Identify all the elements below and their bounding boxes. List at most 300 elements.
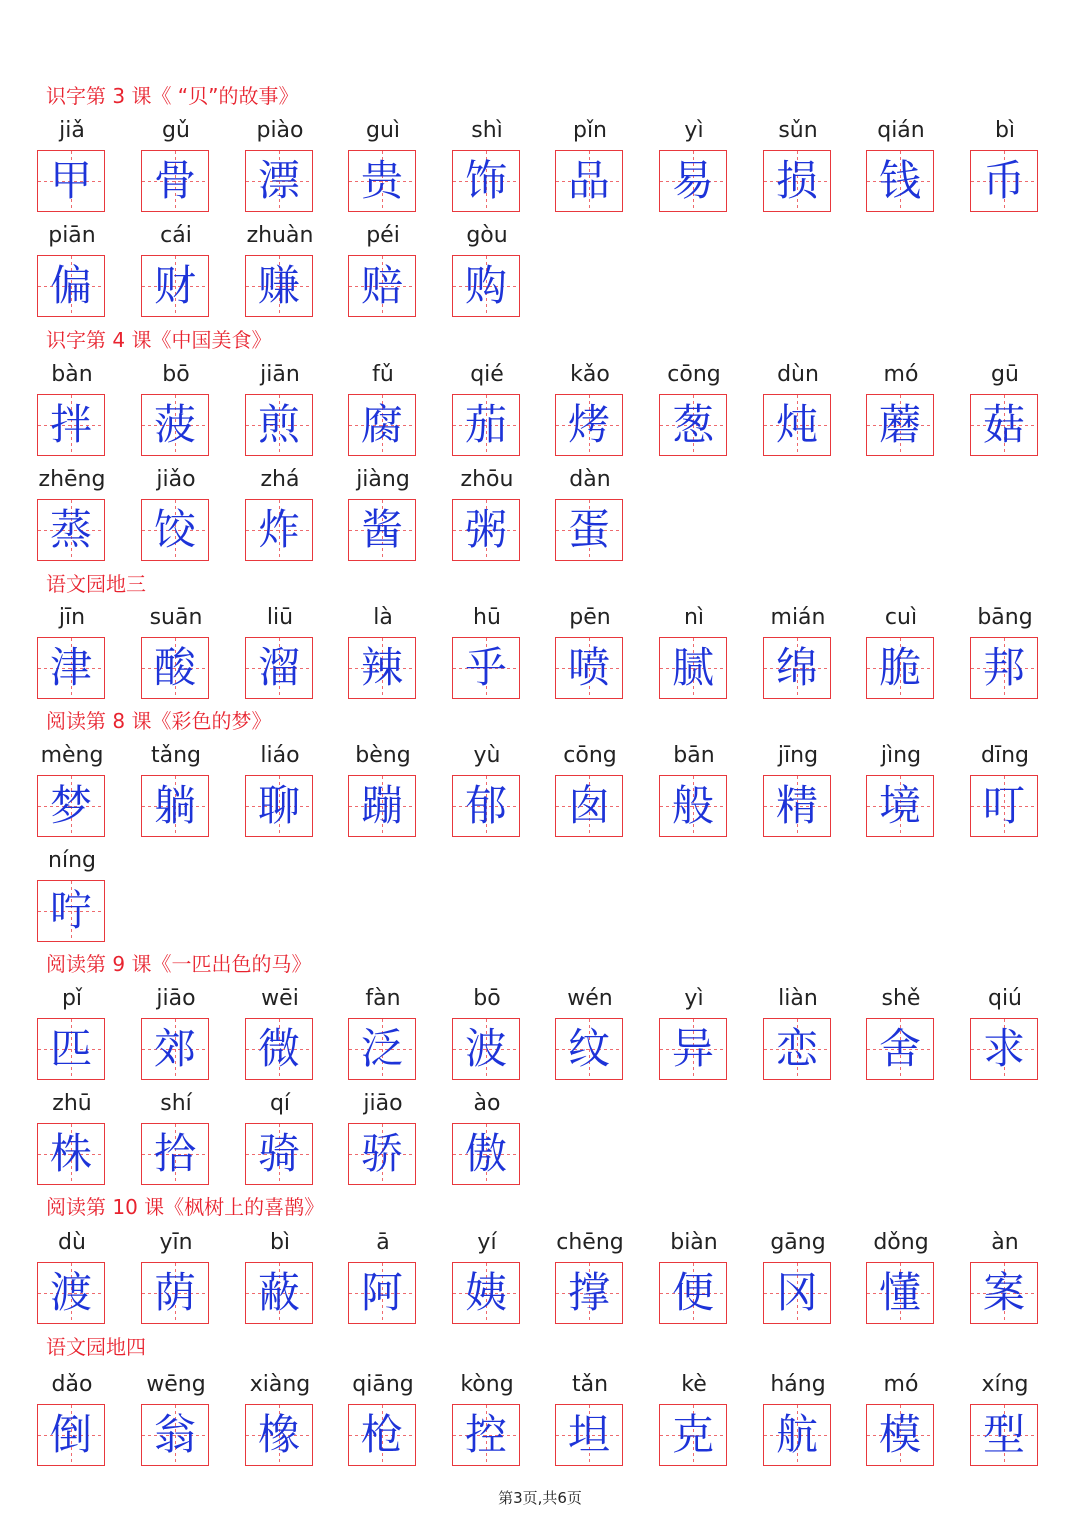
tianzige-box [348, 1262, 416, 1324]
tianzige-box [245, 499, 313, 561]
pinyin-label: shì [471, 118, 503, 143]
section-title: 识字第 3 课《 “贝”的故事》 [46, 84, 299, 108]
tianzige-box [763, 1262, 831, 1324]
pinyin-label: dǎo [51, 1372, 93, 1397]
hanzi-character: 型 [982, 1410, 1025, 1459]
character-cell [763, 1228, 833, 1324]
hanzi-character: 喷 [567, 643, 610, 692]
hanzi-character: 赔 [360, 261, 403, 310]
pinyin-label: mián [770, 605, 826, 630]
character-cell [452, 984, 522, 1080]
pinyin-label: qiāng [352, 1372, 414, 1397]
hanzi-character: 品 [567, 156, 610, 205]
character-cell [452, 465, 522, 561]
pinyin-label: kòng [460, 1372, 514, 1397]
hanzi-character: 荫 [153, 1268, 196, 1317]
pinyin-label: dù [58, 1230, 86, 1255]
character-cell [970, 741, 1040, 837]
hanzi-character: 偏 [49, 261, 92, 310]
hanzi-character: 阿 [360, 1268, 403, 1317]
character-cell [37, 603, 107, 699]
character-cell [452, 1228, 522, 1324]
hanzi-character: 翁 [153, 1410, 196, 1459]
pinyin-label: yù [473, 743, 501, 768]
pinyin-label: yí [477, 1230, 497, 1255]
hanzi-character: 脆 [878, 643, 921, 692]
pinyin-label: bèng [355, 743, 411, 768]
character-cell [452, 221, 522, 317]
character-cell [970, 116, 1040, 212]
pinyin-label: qié [470, 362, 504, 387]
hanzi-character: 酸 [153, 643, 196, 692]
pinyin-label: bì [994, 118, 1016, 143]
tianzige-box [37, 499, 105, 561]
hanzi-character: 易 [671, 156, 714, 205]
pinyin-label: tǎn [571, 1372, 609, 1397]
hanzi-character: 蒸 [49, 505, 92, 554]
tianzige-box [348, 637, 416, 699]
pinyin-label: pǐn [572, 118, 608, 143]
pinyin-label: zhuàn [246, 223, 314, 248]
pinyin-label: qián [877, 118, 925, 143]
hanzi-character: 傲 [464, 1129, 507, 1178]
tianzige-box [659, 1404, 727, 1466]
tianzige-box [763, 1404, 831, 1466]
character-cell [245, 221, 315, 317]
pinyin-label: jiān [260, 362, 300, 387]
section-title: 语文园地四 [46, 1335, 146, 1359]
tianzige-box [970, 775, 1038, 837]
hanzi-character: 坦 [567, 1410, 610, 1459]
character-cell [970, 360, 1040, 456]
character-cell [452, 360, 522, 456]
character-cell [659, 984, 729, 1080]
tianzige-box [555, 637, 623, 699]
tianzige-box [452, 1123, 520, 1185]
hanzi-character: 乎 [464, 643, 507, 692]
pinyin-label: cōng [667, 362, 721, 387]
pinyin-label: yì [684, 118, 704, 143]
pinyin-label: wēi [261, 986, 299, 1011]
character-cell [763, 984, 833, 1080]
hanzi-character: 模 [878, 1410, 921, 1459]
character-cell [141, 360, 211, 456]
hanzi-character: 懂 [878, 1268, 921, 1317]
pinyin-label: cōng [563, 743, 617, 768]
hanzi-character: 菇 [982, 400, 1025, 449]
tianzige-box [452, 637, 520, 699]
character-cell [659, 741, 729, 837]
character-cell [245, 603, 315, 699]
tianzige-box [452, 150, 520, 212]
character-cell [659, 603, 729, 699]
pinyin-label: ā [376, 1230, 390, 1255]
pinyin-label: yīn [159, 1230, 193, 1255]
tianzige-box [37, 775, 105, 837]
pinyin-label: chēng [556, 1230, 624, 1255]
hanzi-character: 便 [671, 1268, 714, 1317]
hanzi-character: 控 [464, 1410, 507, 1459]
hanzi-character: 拌 [49, 400, 92, 449]
pinyin-label: zhū [52, 1091, 92, 1116]
hanzi-character: 枪 [360, 1410, 403, 1459]
character-cell [555, 465, 625, 561]
tianzige-box [348, 255, 416, 317]
tianzige-box [763, 1018, 831, 1080]
tianzige-box [245, 1018, 313, 1080]
tianzige-box [866, 150, 934, 212]
tianzige-box [245, 1262, 313, 1324]
character-cell [452, 741, 522, 837]
hanzi-character: 泛 [360, 1024, 403, 1073]
tianzige-box [348, 1404, 416, 1466]
tianzige-box [659, 775, 727, 837]
tianzige-box [555, 499, 623, 561]
pinyin-label: suān [149, 605, 203, 630]
pinyin-label: cuì [884, 605, 918, 630]
section-title: 语文园地三 [46, 572, 146, 596]
pinyin-label: tǎng [150, 743, 201, 768]
tianzige-box [970, 1404, 1038, 1466]
hanzi-character: 聊 [257, 781, 300, 830]
tianzige-box [970, 637, 1038, 699]
tianzige-box [37, 394, 105, 456]
character-cell [970, 1228, 1040, 1324]
character-cell [763, 360, 833, 456]
tianzige-box [555, 394, 623, 456]
tianzige-box [37, 1123, 105, 1185]
tianzige-box [37, 637, 105, 699]
tianzige-box [452, 1404, 520, 1466]
character-cell [37, 984, 107, 1080]
tianzige-box [659, 637, 727, 699]
tianzige-box [348, 150, 416, 212]
character-cell [141, 221, 211, 317]
character-cell [555, 360, 625, 456]
hanzi-character: 般 [671, 781, 714, 830]
character-cell [245, 1089, 315, 1185]
pinyin-label: wēng [146, 1372, 206, 1397]
tianzige-box [141, 150, 209, 212]
character-cell [245, 116, 315, 212]
pinyin-label: bāng [977, 605, 1033, 630]
tianzige-box [452, 1018, 520, 1080]
tianzige-box [141, 394, 209, 456]
tianzige-box [37, 1018, 105, 1080]
hanzi-character: 蔽 [257, 1268, 300, 1317]
hanzi-character: 姨 [464, 1268, 507, 1317]
hanzi-character: 邦 [982, 643, 1025, 692]
hanzi-character: 钱 [878, 156, 921, 205]
hanzi-character: 币 [982, 156, 1025, 205]
pinyin-label: liū [266, 605, 294, 630]
hanzi-character: 境 [878, 781, 921, 830]
hanzi-character: 倒 [49, 1410, 92, 1459]
pinyin-label: liàn [778, 986, 818, 1011]
hanzi-character: 求 [982, 1024, 1025, 1073]
pinyin-label: sǔn [778, 118, 818, 143]
hanzi-character: 蘑 [878, 400, 921, 449]
pinyin-label: pǐ [61, 986, 83, 1011]
pinyin-label: jiāo [156, 986, 196, 1011]
hanzi-character: 蹦 [360, 781, 403, 830]
character-cell [970, 1370, 1040, 1466]
character-cell [141, 603, 211, 699]
character-cell [555, 116, 625, 212]
pinyin-label: mó [883, 1372, 919, 1397]
character-cell [37, 1370, 107, 1466]
page-footer: 第3页,共6页 [498, 1489, 582, 1507]
character-cell [555, 603, 625, 699]
pinyin-label: dùn [777, 362, 819, 387]
pinyin-label: là [373, 605, 393, 630]
pinyin-label: jīng [777, 743, 819, 768]
character-cell [452, 603, 522, 699]
hanzi-character: 异 [671, 1024, 714, 1073]
tianzige-box [141, 255, 209, 317]
pinyin-label: ào [473, 1091, 501, 1116]
hanzi-character: 腻 [671, 643, 714, 692]
pinyin-label: biàn [670, 1230, 718, 1255]
hanzi-character: 精 [775, 781, 818, 830]
pinyin-label: níng [48, 848, 96, 873]
pinyin-label: jiāo [363, 1091, 403, 1116]
tianzige-box [763, 394, 831, 456]
tianzige-box [659, 150, 727, 212]
tianzige-box [37, 150, 105, 212]
tianzige-box [555, 1404, 623, 1466]
hanzi-character: 骄 [360, 1129, 403, 1178]
tianzige-box [555, 775, 623, 837]
tianzige-box [763, 637, 831, 699]
pinyin-label: xíng [981, 1372, 1029, 1397]
character-cell [763, 741, 833, 837]
character-cell [659, 360, 729, 456]
hanzi-character: 恋 [775, 1024, 818, 1073]
tianzige-box [37, 1262, 105, 1324]
hanzi-character: 案 [982, 1268, 1025, 1317]
character-cell [37, 741, 107, 837]
pinyin-label: cái [160, 223, 192, 248]
character-cell [348, 741, 418, 837]
hanzi-character: 郁 [464, 781, 507, 830]
character-cell [245, 1228, 315, 1324]
character-cell [245, 465, 315, 561]
tianzige-box [866, 1018, 934, 1080]
hanzi-character: 溜 [257, 643, 300, 692]
hanzi-character: 航 [775, 1410, 818, 1459]
tianzige-box [141, 1018, 209, 1080]
hanzi-character: 拾 [153, 1129, 196, 1178]
pinyin-label: fàn [365, 986, 401, 1011]
tianzige-box [245, 1123, 313, 1185]
tianzige-box [763, 150, 831, 212]
pinyin-label: bàn [51, 362, 93, 387]
hanzi-character: 橡 [257, 1410, 300, 1459]
tianzige-box [659, 394, 727, 456]
pinyin-label: zhōu [460, 467, 514, 492]
pinyin-label: gū [991, 362, 1019, 387]
character-cell [659, 1370, 729, 1466]
pinyin-label: qí [269, 1091, 291, 1116]
hanzi-character: 炸 [257, 505, 300, 554]
character-cell [866, 603, 936, 699]
tianzige-box [141, 499, 209, 561]
tianzige-box [141, 637, 209, 699]
hanzi-character: 株 [49, 1129, 92, 1178]
pinyin-label: dǒng [873, 1230, 929, 1255]
hanzi-character: 绵 [775, 643, 818, 692]
hanzi-character: 葱 [671, 400, 714, 449]
pinyin-label: shě [881, 986, 921, 1011]
character-cell [348, 465, 418, 561]
pinyin-label: bì [269, 1230, 291, 1255]
hanzi-character: 克 [671, 1410, 714, 1459]
tianzige-box [348, 394, 416, 456]
hanzi-character: 咛 [49, 886, 92, 935]
character-cell [37, 1228, 107, 1324]
pinyin-label: wén [567, 986, 613, 1011]
character-cell [452, 116, 522, 212]
section-title: 识字第 4 课《中国美食》 [46, 328, 272, 352]
hanzi-character: 郊 [153, 1024, 196, 1073]
pinyin-label: qiú [987, 986, 1023, 1011]
character-cell [245, 360, 315, 456]
pinyin-label: zhá [260, 467, 300, 492]
hanzi-character: 甲 [49, 156, 92, 205]
pinyin-label: xiàng [249, 1372, 311, 1397]
tianzige-box [452, 499, 520, 561]
character-cell [452, 1370, 522, 1466]
hanzi-character: 冈 [775, 1268, 818, 1317]
pinyin-label: liáo [260, 743, 300, 768]
hanzi-character: 纹 [567, 1024, 610, 1073]
pinyin-label: zhēng [38, 467, 106, 492]
pinyin-label: piān [48, 223, 96, 248]
hanzi-character: 叮 [982, 781, 1025, 830]
hanzi-character: 饺 [153, 505, 196, 554]
tianzige-box [555, 150, 623, 212]
tianzige-box [970, 1262, 1038, 1324]
tianzige-box [970, 394, 1038, 456]
tianzige-box [866, 394, 934, 456]
character-cell [555, 741, 625, 837]
character-cell [555, 1228, 625, 1324]
tianzige-box [452, 394, 520, 456]
character-cell [141, 116, 211, 212]
tianzige-box [555, 1018, 623, 1080]
character-cell [141, 1370, 211, 1466]
tianzige-box [245, 150, 313, 212]
pinyin-label: gòu [466, 223, 508, 248]
character-cell [37, 360, 107, 456]
character-cell [245, 741, 315, 837]
hanzi-character: 酱 [360, 505, 403, 554]
tianzige-box [970, 150, 1038, 212]
character-cell [970, 603, 1040, 699]
hanzi-character: 躺 [153, 781, 196, 830]
character-cell [866, 984, 936, 1080]
pinyin-label: jìng [880, 743, 922, 768]
pinyin-label: bān [673, 743, 715, 768]
character-cell [348, 1370, 418, 1466]
pinyin-label: yì [684, 986, 704, 1011]
hanzi-character: 骨 [153, 156, 196, 205]
tianzige-box [659, 1262, 727, 1324]
hanzi-character: 匹 [49, 1024, 92, 1073]
character-cell [866, 1370, 936, 1466]
tianzige-box [245, 255, 313, 317]
tianzige-box [141, 1262, 209, 1324]
tianzige-box [348, 499, 416, 561]
hanzi-character: 炖 [775, 400, 818, 449]
character-cell [866, 116, 936, 212]
pinyin-label: jiàng [356, 467, 410, 492]
tianzige-box [866, 1404, 934, 1466]
pinyin-label: dīng [981, 743, 1029, 768]
hanzi-character: 财 [153, 261, 196, 310]
character-cell [245, 984, 315, 1080]
pinyin-label: mèng [40, 743, 104, 768]
section-title: 阅读第 8 课《彩色的梦》 [46, 709, 272, 733]
character-cell [141, 1228, 211, 1324]
character-cell [763, 603, 833, 699]
character-cell [141, 1089, 211, 1185]
tianzige-box [866, 775, 934, 837]
character-cell [452, 1089, 522, 1185]
character-cell [348, 1228, 418, 1324]
pinyin-label: kè [681, 1372, 707, 1397]
tianzige-box [245, 637, 313, 699]
pinyin-label: dàn [569, 467, 611, 492]
character-cell [763, 1370, 833, 1466]
hanzi-character: 饰 [464, 156, 507, 205]
character-cell [348, 984, 418, 1080]
character-cell [245, 1370, 315, 1466]
tianzige-box [245, 394, 313, 456]
tianzige-box [37, 255, 105, 317]
pinyin-label: gāng [770, 1230, 826, 1255]
pinyin-label: jiǎ [59, 118, 85, 143]
hanzi-character: 蛋 [567, 505, 610, 554]
tianzige-box [348, 1123, 416, 1185]
character-cell [555, 1370, 625, 1466]
hanzi-character: 漂 [257, 156, 300, 205]
tianzige-box [866, 1262, 934, 1324]
hanzi-character: 微 [257, 1024, 300, 1073]
character-cell [348, 360, 418, 456]
tianzige-box [245, 1404, 313, 1466]
pinyin-label: háng [770, 1372, 826, 1397]
pinyin-label: piào [256, 118, 304, 143]
pinyin-label: péi [366, 223, 400, 248]
character-cell [866, 741, 936, 837]
pinyin-label: jīn [58, 605, 86, 630]
character-cell [659, 1228, 729, 1324]
character-cell [555, 984, 625, 1080]
pinyin-label: gǔ [162, 118, 190, 143]
tianzige-box [970, 1018, 1038, 1080]
character-cell [348, 116, 418, 212]
character-cell [763, 116, 833, 212]
hanzi-character: 波 [464, 1024, 507, 1073]
character-cell [141, 984, 211, 1080]
tianzige-box [348, 1018, 416, 1080]
tianzige-box [141, 1404, 209, 1466]
hanzi-character: 损 [775, 156, 818, 205]
character-cell [348, 1089, 418, 1185]
tianzige-box [348, 775, 416, 837]
